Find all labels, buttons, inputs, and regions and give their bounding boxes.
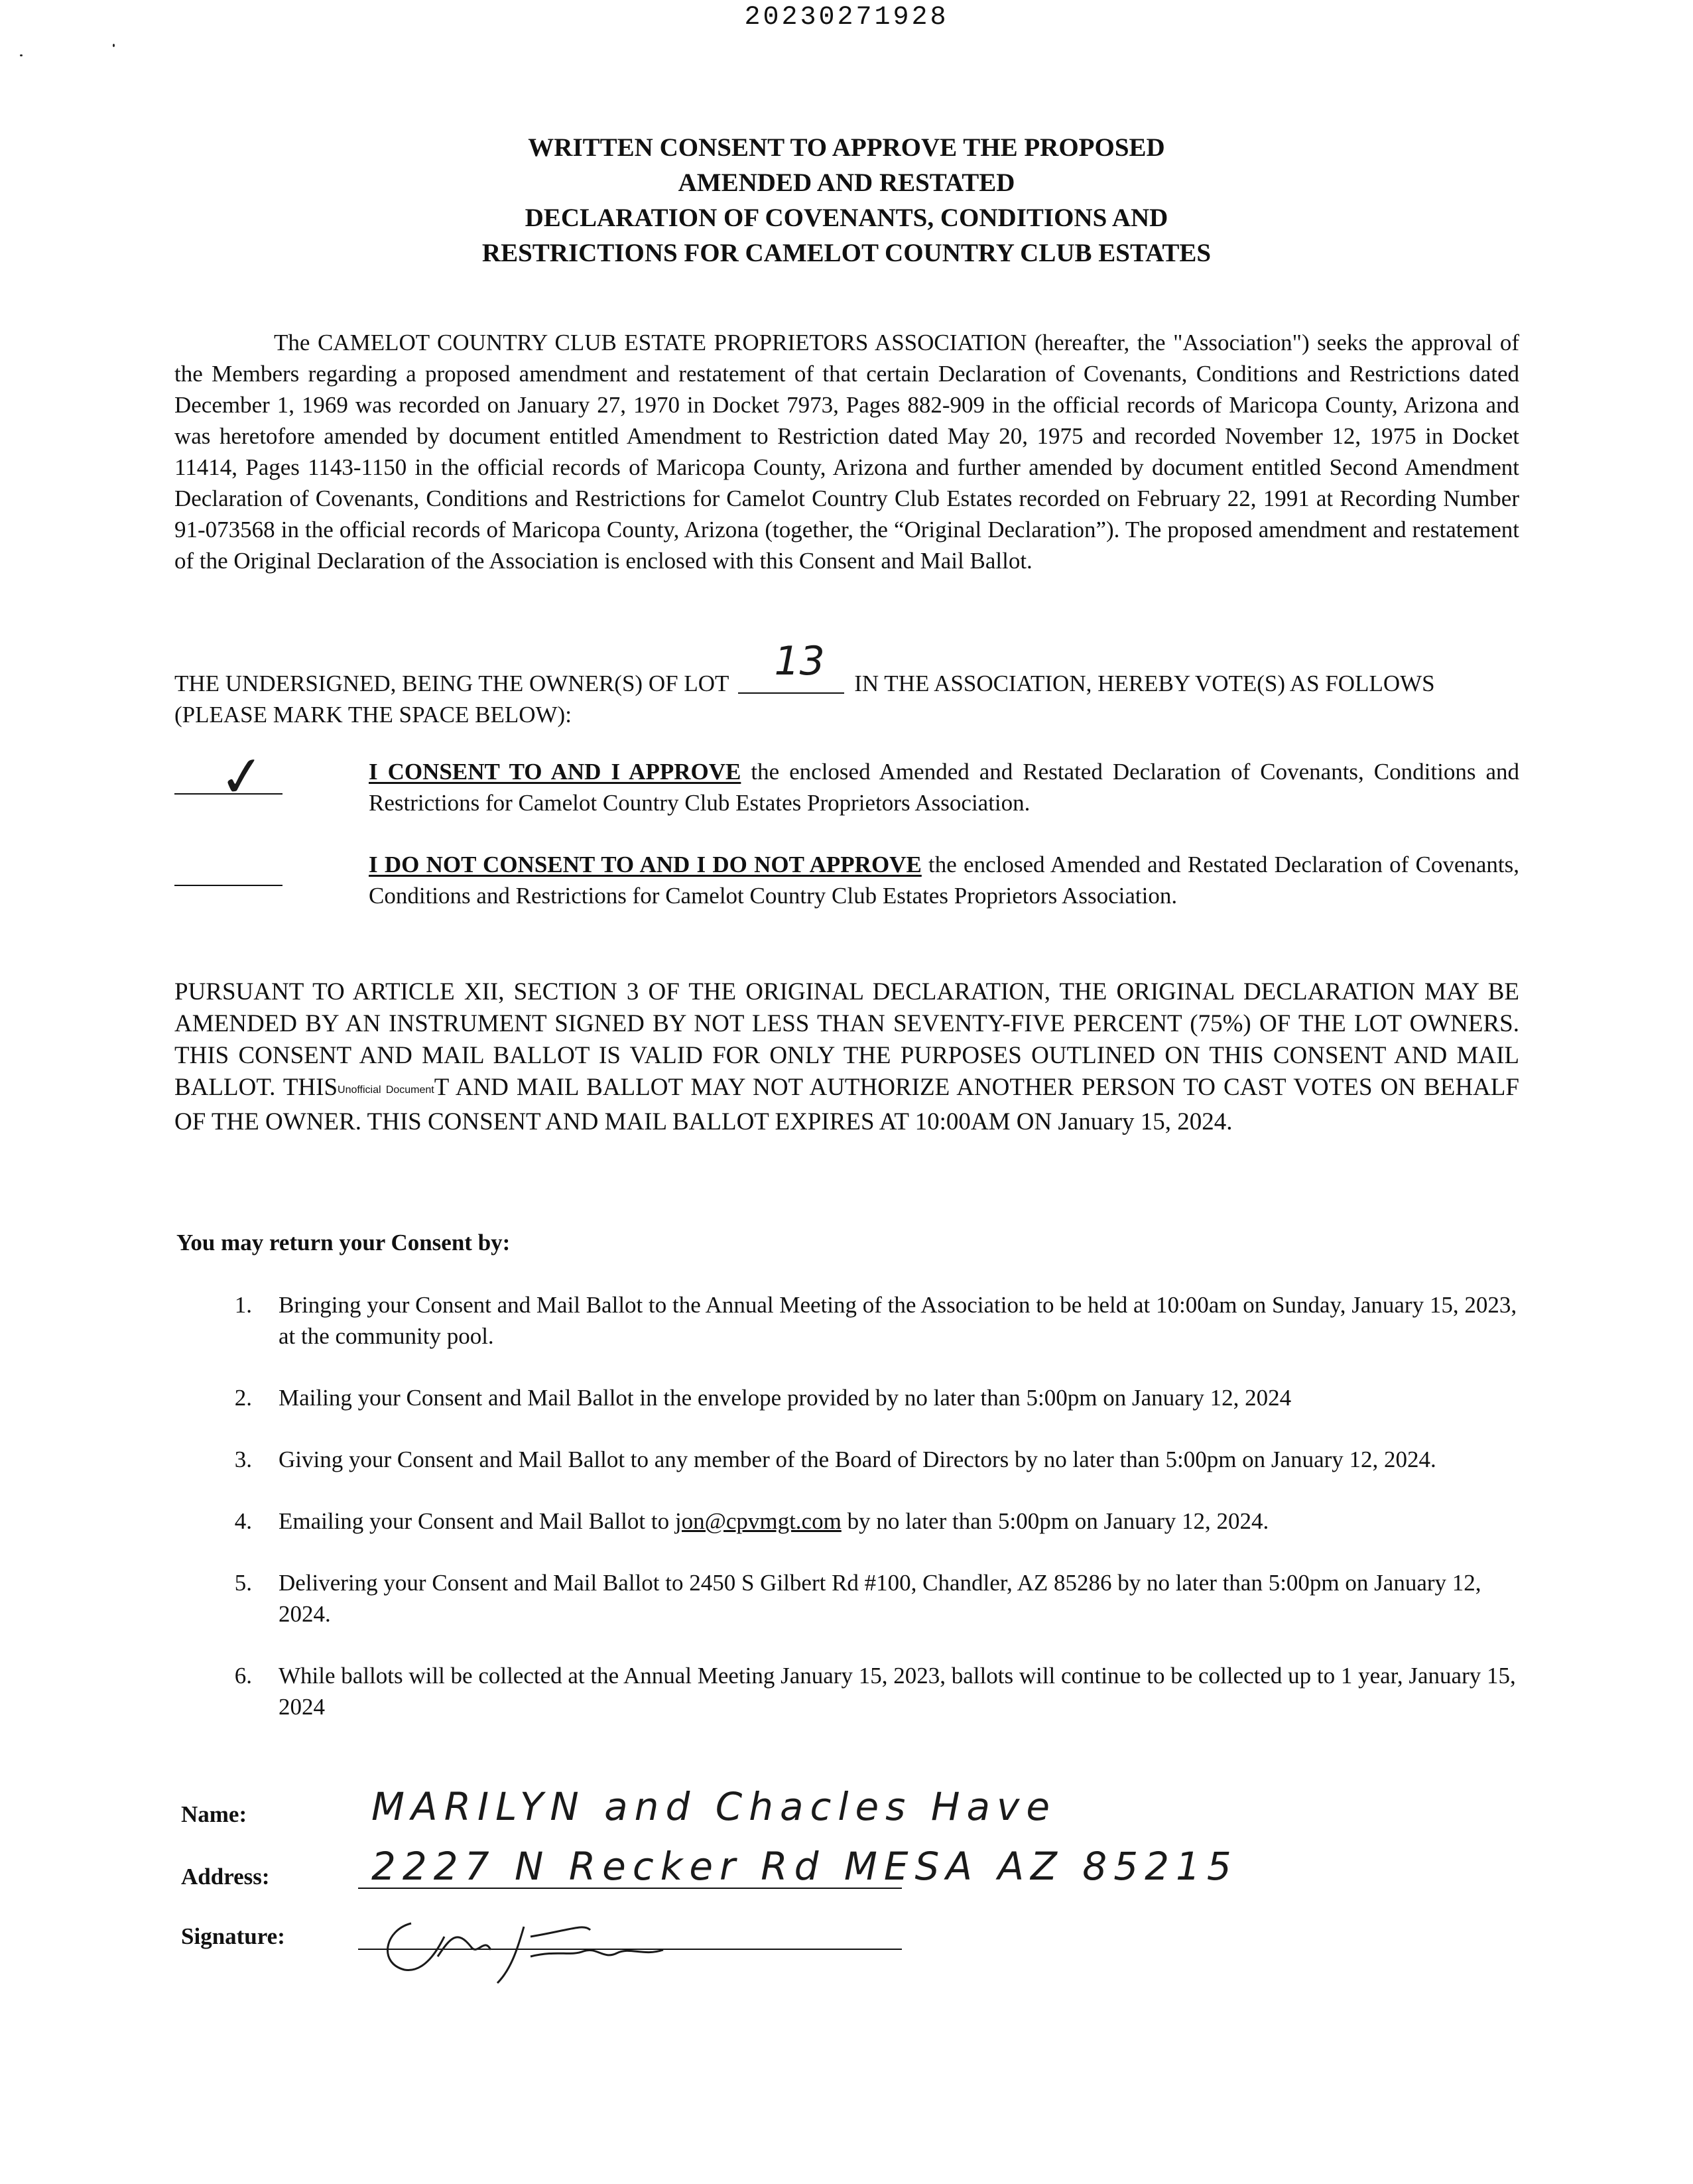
list-item-text: While ballots will be collected at the Annual Meeting January 15, 2023, ballots will continue to be collected up to 1 year, January 15, 2024: [279, 1663, 1516, 1720]
list-item-text: Emailing your Consent and Mail Ballot to: [279, 1508, 675, 1534]
title-line: DECLARATION OF COVENANTS, CONDITIONS AND: [525, 204, 1168, 232]
list-item: [225, 1506, 1519, 1537]
list-item-text: Delivering your Consent and Mail Ballot to 2450 S Gilbert Rd #100, Chandler, AZ 85286 by no later than 5:00pm on January 12, 2024.: [279, 1570, 1481, 1627]
list-item-text: Bringing your Consent and Mail Ballot to the Annual Meeting of the Association to be held at 10:00am on Sunday, January 15, 2023, at the community pool.: [279, 1292, 1517, 1349]
list-item-number: 6.: [234, 1663, 252, 1689]
approve-option: [369, 756, 1519, 818]
signature-label: Signature:: [181, 1923, 285, 1949]
approve-option-text: the enclosed Amended and Restated Declaration of Covenants, Conditions and Restrictions for Camelot Country Club Estates Proprietors Association.: [369, 759, 1519, 816]
list-item-text: Mailing your Consent and Mail Ballot in the envelope provided by no later than 5:00pm on January 12, 2024: [279, 1385, 1292, 1411]
document-title: [199, 130, 1494, 271]
list-item: [225, 1444, 1519, 1475]
pursuant-paragraph: [174, 976, 1519, 1138]
list-item-number: 4.: [234, 1508, 252, 1534]
lot-number-value: 13: [774, 638, 825, 684]
disapprove-option-heading: I DO NOT CONSENT TO AND I DO NOT APPROVE: [369, 852, 922, 877]
name-value: MARILYN and Chacles Have: [371, 1784, 1056, 1829]
intro-paragraph: The CAMELOT COUNTRY CLUB ESTATE PROPRIETORS ASSOCIATION (hereafter, the "Association") seeks the approval of the Members regarding a proposed amendment and restatement of that certain Declaration of Covenants, Conditions and Restrictions dated December 1, 1969 was recorded on January 27, 1970 in Docket 7973, Pages 882-909 in the official records of Maricopa County, Arizona and was heretofore amended by document entitled Amendment to Restriction dated May 20, 1975 and recorded November 12, 1975 in Docket 11414, Pages 1143-1150 in the official records of Maricopa County, Arizona and further amended by document entitled Second Amendment Declaration of Covenants, Conditions and Restrictions for Camelot Country Club Estates recorded on February 22, 1991 at Recording Number 91-073568 in the official records of Maricopa County, Arizona (together, the “Original Declaration”). The proposed amendment and restatement of the Original Declaration of the Association is enclosed with this Consent and Mail Ballot.: [174, 330, 1519, 574]
approve-option-heading: I CONSENT TO AND I APPROVE: [369, 759, 741, 785]
handwritten-signature: [371, 1910, 716, 1990]
disapprove-option: [369, 849, 1519, 911]
list-item: [225, 1382, 1519, 1413]
title-line: AMENDED AND RESTATED: [678, 168, 1015, 197]
list-item-number: 2.: [234, 1385, 252, 1411]
list-item-number: 3.: [234, 1446, 252, 1472]
return-methods-list: [225, 1289, 1519, 1753]
list-item-text: Giving your Consent and Mail Ballot to any member of the Board of Directors by no later than 5:00pm on January 12, 2024.: [279, 1446, 1436, 1472]
pursuant-text-part-2: T AND MAIL BALLOT MAY NOT AUTHORIZE ANOTHER PERSON TO CAST VOTES ON BEHALF OF THE OWNER. THIS CONSENT AND MAIL BALLOT EXPIRES AT 10:00AM ON January 15, 2024.: [174, 1074, 1519, 1135]
document-number: 20230271928: [744, 3, 949, 32]
address-value: 2227 N Recker Rd MESA AZ 85215: [371, 1844, 1238, 1889]
pursuant-text-part-1: PURSUANT TO ARTICLE XII, SECTION 3 OF THE ORIGINAL DECLARATION, THE ORIGINAL DECLARATION MAY BE AMENDED BY AN INSTRUMENT SIGNED BY NOT LESS THAN SEVENTY-FIVE PERCENT (75%) OF THE LOT OWNERS. THIS CONSENT AND MAIL BALLOT IS VALID FOR ONLY THE PURPOSES OUTLINED ON THIS CONSENT AND MAIL BALLOT. THIS: [174, 978, 1519, 1101]
unofficial-document-watermark: Unofficial Document: [338, 1084, 434, 1096]
disapprove-option-text: the enclosed Amended and Restated Declaration of Covenants, Conditions and Restrictions for Camelot Country Club Estates Proprietors Association.: [369, 852, 1519, 909]
return-methods-heading: You may return your Consent by:: [176, 1230, 511, 1255]
undersigned-prefix: THE UNDERSIGNED, BEING THE OWNER(S) OF LOT: [174, 671, 729, 696]
scan-speck: [20, 54, 23, 56]
title-line: RESTRICTIONS FOR CAMELOT COUNTRY CLUB ESTATES: [481, 239, 1212, 267]
lot-number-field[interactable]: [738, 638, 844, 694]
list-item-text: by no later than 5:00pm on January 12, 2024.: [841, 1508, 1269, 1534]
approve-mark-line[interactable]: [174, 793, 282, 795]
undersigned-statement: [174, 638, 1519, 730]
email-link[interactable]: jon@cpvmgt.com: [674, 1508, 842, 1534]
undersigned-suffix: IN THE ASSOCIATION, HEREBY VOTE(S) AS FOLLOWS (PLEASE MARK THE SPACE BELOW):: [174, 671, 1435, 728]
disapprove-mark-line[interactable]: [174, 885, 282, 886]
list-item-number: 1.: [234, 1292, 252, 1318]
list-item: [225, 1567, 1519, 1630]
scan-speck: [113, 44, 115, 47]
list-item: [225, 1289, 1519, 1352]
title-line: WRITTEN CONSENT TO APPROVE THE PROPOSED: [528, 133, 1165, 162]
list-item: [225, 1660, 1519, 1722]
name-label: Name:: [181, 1801, 247, 1827]
list-item-number: 5.: [234, 1570, 252, 1596]
address-label: Address:: [181, 1864, 270, 1890]
approve-check-mark: ✓: [216, 741, 269, 812]
